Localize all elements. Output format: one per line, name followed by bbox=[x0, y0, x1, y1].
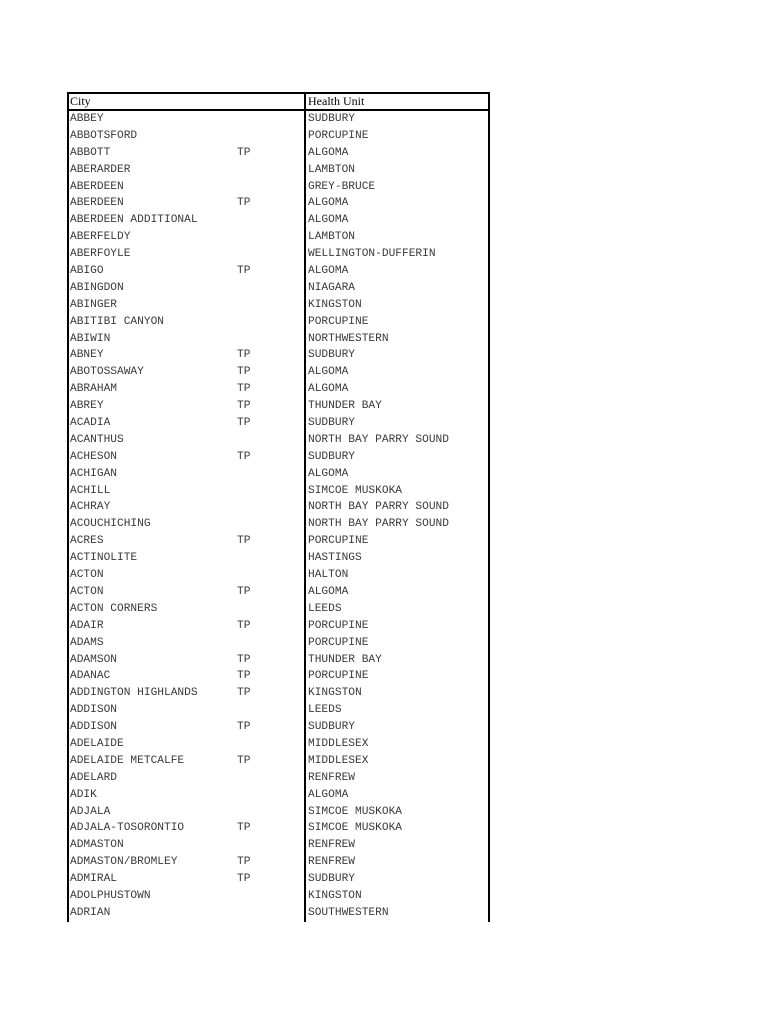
health-unit-cell: THUNDER BAY bbox=[308, 400, 382, 413]
health-unit-cell: LAMBTON bbox=[308, 163, 355, 176]
health-unit-cell: ALGOMA bbox=[308, 366, 349, 379]
city-cell: ABERDEEN bbox=[70, 197, 124, 210]
city-cell: ACHESON bbox=[70, 450, 117, 463]
health-unit-cell: LEEDS bbox=[308, 704, 342, 717]
table-row bbox=[67, 567, 490, 584]
city-cell: ACHIGAN bbox=[70, 467, 117, 480]
health-unit-cell: SUDBURY bbox=[308, 721, 355, 734]
health-unit-cell: NORTH BAY PARRY SOUND bbox=[308, 518, 449, 531]
table-row bbox=[67, 263, 490, 280]
type-cell: TP bbox=[237, 417, 251, 430]
type-cell: TP bbox=[237, 619, 251, 632]
health-unit-cell: ALGOMA bbox=[308, 467, 349, 480]
table-row bbox=[67, 331, 490, 348]
city-cell: ABBOTT bbox=[70, 146, 111, 159]
city-cell: ACRES bbox=[70, 535, 104, 548]
city-cell: ABERARDER bbox=[70, 163, 131, 176]
health-unit-cell: PORCUPINE bbox=[308, 129, 369, 142]
health-unit-cell: SIMCOE MUSKOKA bbox=[308, 822, 402, 835]
city-cell: ADMASTON/BROMLEY bbox=[70, 856, 178, 869]
health-unit-cell: HALTON bbox=[308, 569, 349, 582]
table-row bbox=[67, 668, 490, 685]
city-cell: ADAMSON bbox=[70, 653, 117, 666]
health-unit-cell: SIMCOE MUSKOKA bbox=[308, 805, 402, 818]
type-cell: TP bbox=[237, 721, 251, 734]
table-row bbox=[67, 381, 490, 398]
health-unit-cell: PORCUPINE bbox=[308, 619, 369, 632]
health-unit-cell: ALGOMA bbox=[308, 788, 349, 801]
health-unit-cell: ALGOMA bbox=[308, 585, 349, 598]
table-row bbox=[67, 432, 490, 449]
health-unit-cell: SUDBURY bbox=[308, 349, 355, 362]
health-unit-cell: PORCUPINE bbox=[308, 315, 369, 328]
city-cell: ADELAIDE METCALFE bbox=[70, 754, 185, 767]
table-body bbox=[67, 111, 490, 922]
table-row bbox=[67, 685, 490, 702]
table-row bbox=[67, 533, 490, 550]
table-row bbox=[67, 854, 490, 871]
table-row bbox=[67, 145, 490, 162]
health-unit-cell: ALGOMA bbox=[308, 265, 349, 278]
city-cell: ADAIR bbox=[70, 619, 104, 632]
city-cell: ABIWIN bbox=[70, 332, 111, 345]
city-cell: ACTON CORNERS bbox=[70, 602, 158, 615]
city-cell: ABNEY bbox=[70, 349, 104, 362]
table-row bbox=[67, 635, 490, 652]
health-unit-cell: SIMCOE MUSKOKA bbox=[308, 484, 402, 497]
header-city: City bbox=[70, 94, 91, 108]
health-unit-cell: THUNDER BAY bbox=[308, 653, 382, 666]
health-unit-cell: NORTH BAY PARRY SOUND bbox=[308, 433, 449, 446]
type-cell: TP bbox=[237, 585, 251, 598]
city-cell: ADAMS bbox=[70, 636, 104, 649]
table-row bbox=[67, 787, 490, 804]
city-cell: ADMASTON bbox=[70, 839, 124, 852]
city-cell: ABERDEEN bbox=[70, 180, 124, 193]
health-unit-cell: LEEDS bbox=[308, 602, 342, 615]
table-row bbox=[67, 111, 490, 128]
type-cell: TP bbox=[237, 687, 251, 700]
city-cell: ABRAHAM bbox=[70, 383, 117, 396]
table-row bbox=[67, 415, 490, 432]
table-row bbox=[67, 347, 490, 364]
health-unit-cell: NIAGARA bbox=[308, 281, 355, 294]
table-row bbox=[67, 398, 490, 415]
type-cell: TP bbox=[237, 822, 251, 835]
health-unit-cell: RENFREW bbox=[308, 771, 355, 784]
city-cell: ACTINOLITE bbox=[70, 552, 138, 565]
city-cell: ABITIBI CANYON bbox=[70, 315, 164, 328]
table-row bbox=[67, 483, 490, 500]
city-cell: ADIK bbox=[70, 788, 97, 801]
city-cell: ABBEY bbox=[70, 113, 104, 125]
health-unit-cell: ALGOMA bbox=[308, 197, 349, 210]
city-cell: ABERDEEN ADDITIONAL bbox=[70, 214, 198, 227]
table-row bbox=[67, 499, 490, 516]
health-unit-cell: LAMBTON bbox=[308, 231, 355, 244]
table-row bbox=[67, 466, 490, 483]
table-row bbox=[67, 871, 490, 888]
city-cell: ADDISON bbox=[70, 704, 117, 717]
health-unit-cell: SOUTHWESTERN bbox=[308, 906, 389, 919]
table-row bbox=[67, 314, 490, 331]
table-row bbox=[67, 652, 490, 669]
health-unit-cell: NORTHWESTERN bbox=[308, 332, 389, 345]
table-row bbox=[67, 618, 490, 635]
type-cell: TP bbox=[237, 400, 251, 413]
health-unit-cell: KINGSTON bbox=[308, 889, 362, 902]
type-cell: TP bbox=[237, 450, 251, 463]
city-cell: ABERFOYLE bbox=[70, 248, 131, 261]
health-unit-cell: WELLINGTON-DUFFERIN bbox=[308, 248, 436, 261]
health-unit-cell: RENFREW bbox=[308, 839, 355, 852]
table-row bbox=[67, 280, 490, 297]
type-cell: TP bbox=[237, 197, 251, 210]
table-row bbox=[67, 449, 490, 466]
table-row bbox=[67, 905, 490, 922]
city-cell: ADELAIDE bbox=[70, 737, 124, 750]
city-cell: ABIGO bbox=[70, 265, 104, 278]
table-row bbox=[67, 246, 490, 263]
health-unit-cell: ALGOMA bbox=[308, 383, 349, 396]
table-row bbox=[67, 753, 490, 770]
city-cell: ADDINGTON HIGHLANDS bbox=[70, 687, 198, 700]
header-health-unit: Health Unit bbox=[308, 94, 365, 108]
table-row bbox=[67, 804, 490, 821]
table-row bbox=[67, 736, 490, 753]
city-cell: ADRIAN bbox=[70, 906, 111, 919]
city-cell: ADOLPHUSTOWN bbox=[70, 889, 151, 902]
city-cell: ABOTOSSAWAY bbox=[70, 366, 144, 379]
city-cell: ADDISON bbox=[70, 721, 117, 734]
type-cell: TP bbox=[237, 366, 251, 379]
table-row bbox=[67, 719, 490, 736]
city-cell: ADJALA-TOSORONTIO bbox=[70, 822, 185, 835]
type-cell: TP bbox=[237, 383, 251, 396]
health-unit-cell: KINGSTON bbox=[308, 687, 362, 700]
city-cell: ADANAC bbox=[70, 670, 111, 683]
health-unit-cell: ALGOMA bbox=[308, 146, 349, 159]
city-cell: ACANTHUS bbox=[70, 433, 124, 446]
health-unit-cell: KINGSTON bbox=[308, 298, 362, 311]
city-cell: ABINGER bbox=[70, 298, 117, 311]
type-cell: TP bbox=[237, 349, 251, 362]
table-top-border bbox=[67, 92, 490, 94]
type-cell: TP bbox=[237, 535, 251, 548]
type-cell: TP bbox=[237, 856, 251, 869]
health-unit-cell: MIDDLESEX bbox=[308, 754, 369, 767]
health-unit-cell: NORTH BAY PARRY SOUND bbox=[308, 501, 449, 514]
health-unit-cell: GREY-BRUCE bbox=[308, 180, 376, 193]
health-unit-cell: PORCUPINE bbox=[308, 535, 369, 548]
city-cell: ACHRAY bbox=[70, 501, 111, 514]
table-row bbox=[67, 770, 490, 787]
city-cell: ADJALA bbox=[70, 805, 111, 818]
table-row bbox=[67, 516, 490, 533]
type-cell: TP bbox=[237, 653, 251, 666]
health-unit-cell: RENFREW bbox=[308, 856, 355, 869]
table-row bbox=[67, 229, 490, 246]
type-cell: TP bbox=[237, 873, 251, 886]
table-row bbox=[67, 820, 490, 837]
health-unit-cell: MIDDLESEX bbox=[308, 737, 369, 750]
health-unit-cell: SUDBURY bbox=[308, 417, 355, 430]
health-unit-cell: SUDBURY bbox=[308, 450, 355, 463]
table-row bbox=[67, 601, 490, 618]
health-unit-cell: SUDBURY bbox=[308, 873, 355, 886]
health-unit-cell: PORCUPINE bbox=[308, 670, 369, 683]
table-row bbox=[67, 364, 490, 381]
city-cell: ACTON bbox=[70, 585, 104, 598]
type-cell: TP bbox=[237, 670, 251, 683]
city-cell: ADMIRAL bbox=[70, 873, 117, 886]
table-row bbox=[67, 212, 490, 229]
type-cell: TP bbox=[237, 146, 251, 159]
table-row bbox=[67, 888, 490, 905]
health-unit-cell: PORCUPINE bbox=[308, 636, 369, 649]
table-row bbox=[67, 195, 490, 212]
health-unit-cell: HASTINGS bbox=[308, 552, 362, 565]
city-cell: ABERFELDY bbox=[70, 231, 131, 244]
city-cell: ABINGDON bbox=[70, 281, 124, 294]
table-row bbox=[67, 162, 490, 179]
table-row bbox=[67, 702, 490, 719]
health-unit-cell: ALGOMA bbox=[308, 214, 349, 227]
table-row bbox=[67, 297, 490, 314]
table-row bbox=[67, 550, 490, 567]
city-cell: ACTON bbox=[70, 569, 104, 582]
table-row bbox=[67, 584, 490, 601]
table-row bbox=[67, 179, 490, 196]
city-cell: ACHILL bbox=[70, 484, 111, 497]
city-cell: ABBOTSFORD bbox=[70, 129, 138, 142]
type-cell: TP bbox=[237, 265, 251, 278]
city-cell: ACADIA bbox=[70, 417, 111, 430]
health-unit-cell: SUDBURY bbox=[308, 113, 355, 125]
table-row bbox=[67, 128, 490, 145]
city-health-unit-table bbox=[67, 92, 491, 922]
table-row bbox=[67, 837, 490, 854]
city-cell: ADELARD bbox=[70, 771, 117, 784]
type-cell: TP bbox=[237, 754, 251, 767]
city-cell: ACOUCHICHING bbox=[70, 518, 151, 531]
city-cell: ABREY bbox=[70, 400, 104, 413]
